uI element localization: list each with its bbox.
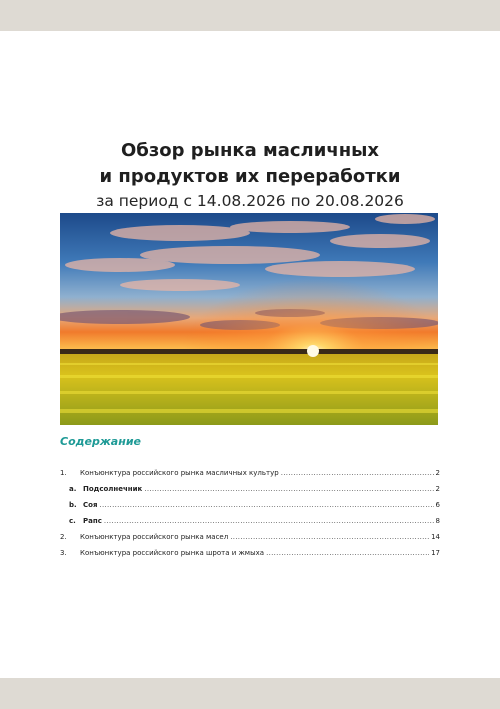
toc-entry-number: 2.: [60, 533, 67, 541]
toc-entry-page: 17: [431, 549, 440, 557]
toc-entry[interactable]: [60, 469, 440, 481]
toc-entry[interactable]: [60, 533, 440, 545]
toc-entry-number: b.: [69, 501, 77, 509]
toc-entry[interactable]: [60, 517, 440, 529]
toc-entry-page: 2: [435, 485, 440, 493]
toc-leader-dots: [144, 485, 433, 493]
toc-entry-label: Соя: [83, 501, 98, 509]
toc-entry[interactable]: [60, 501, 440, 513]
toc-entry-page: 2: [435, 469, 440, 477]
toc-entry-page: 8: [435, 517, 440, 525]
document-page: [0, 31, 500, 678]
toc-entry-label: Конъюнктура российского рынка масел: [80, 533, 229, 541]
cover-image: [60, 213, 438, 425]
toc-leader-dots: [99, 501, 433, 509]
toc-leader-dots: [230, 533, 429, 541]
toc-leader-dots: [281, 469, 434, 477]
toc-entry-number: a.: [69, 485, 77, 493]
toc-entry[interactable]: [60, 549, 440, 561]
toc-entry-number: 1.: [60, 469, 67, 477]
toc-entry[interactable]: [60, 485, 440, 497]
document-title-line2: и продуктов их переработки: [99, 166, 401, 187]
toc-entry-number: 3.: [60, 549, 67, 557]
toc-entry-label: Конъюнктура российского рынка масличных культур: [80, 469, 279, 477]
toc-entry-label: Рапс: [83, 517, 102, 525]
toc-leader-dots: [266, 549, 429, 557]
document-period: за период с 14.08.2026 по 20.08.2026: [96, 192, 404, 210]
document-title-line1: Обзор рынка масличных: [120, 140, 380, 161]
toc-entry-page: 6: [435, 501, 440, 509]
toc-heading: Содержание: [60, 435, 141, 448]
toc-entry-page: 14: [431, 533, 440, 541]
toc-entry-label: Подсолнечник: [83, 485, 143, 493]
toc-entry-label: Конъюнктура российского рынка шрота и жмыха: [80, 549, 265, 557]
toc-leader-dots: [104, 517, 434, 525]
toc-entry-number: c.: [69, 517, 76, 525]
